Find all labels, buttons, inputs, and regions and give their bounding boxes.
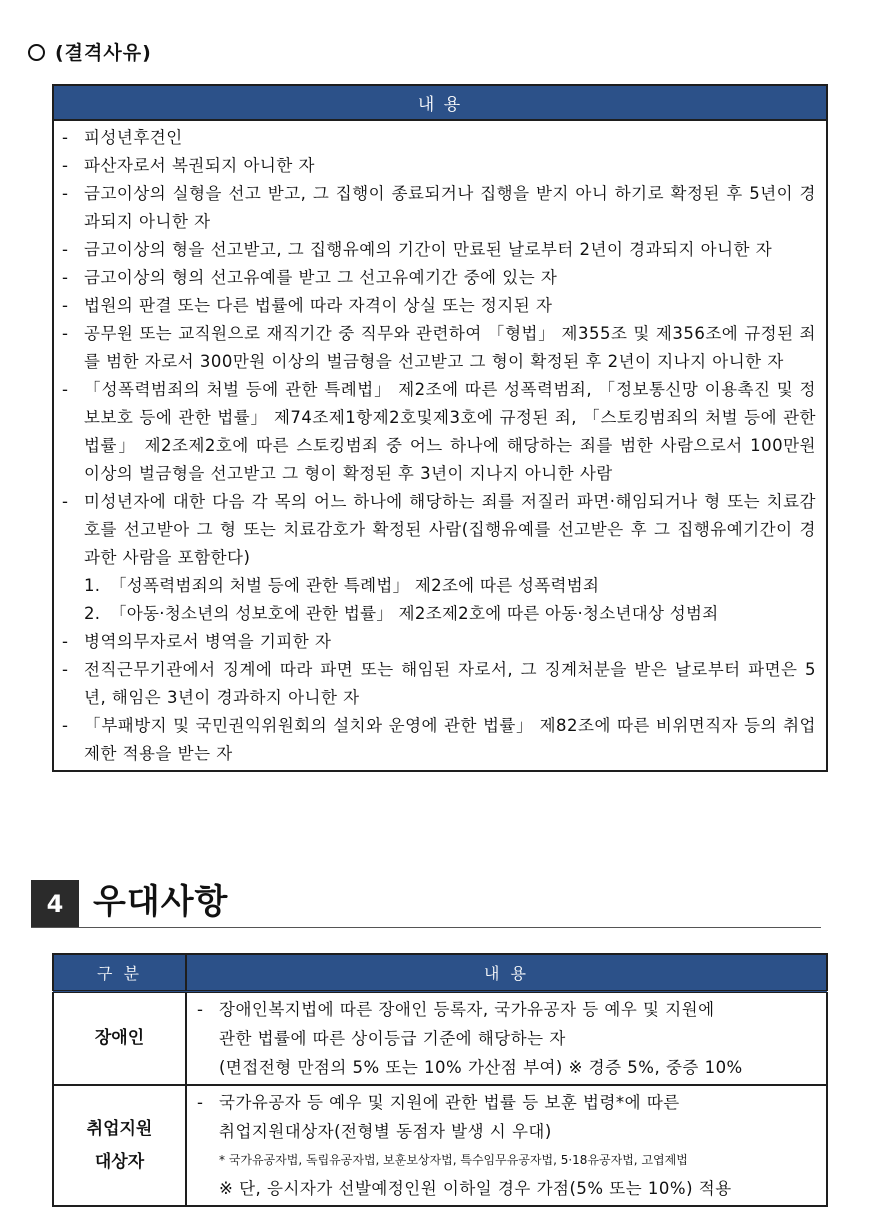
table-header-category: 구 분 — [53, 954, 186, 992]
circle-bullet-icon — [28, 44, 45, 61]
row-category: 장애인 — [53, 992, 186, 1086]
table-header-content: 내 용 — [186, 954, 827, 992]
list-item: - 피성년후견인 — [62, 128, 183, 147]
section-title: 우대사항 — [93, 882, 229, 922]
section-heading-text: (결격사유) — [55, 42, 152, 64]
list-item: - 공무원 또는 교직원으로 재직기간 중 직무와 관련하여 「형법」 제355조 및 제356조에 규정된 죄를 범한 자로서 300만원 이상의 벌금형을 선고받고 그 형이 확정된 후 2년이 지나지 아니한 자 — [62, 324, 816, 371]
row-category: 취업지원 대상자 — [53, 1085, 186, 1206]
row-content: - 장애인복지법에 따른 장애인 등록자, 국가유공자 등 예우 및 지원에 관한 법률에 따른 상이등급 기준에 해당하는 자 (면접전형 만점의 5% 또는 10% 가산점 부여) ※ 경증 5%, 중증 10% — [186, 992, 827, 1086]
disqualification-list — [53, 120, 827, 771]
footnote: * 국가유공자법, 독립유공자법, 보훈보상자법, 특수임무유공자법, 5·18유공자법, 고엽제법 — [219, 1153, 688, 1167]
row-content: - 국가유공자 등 예우 및 지원에 관한 법률 등 보훈 법령*에 따른 취업지원대상자(전형별 동점자 발생 시 우대) * 국가유공자법, 독립유공자법, 보훈보상자법, 특수임무유공자법, 5·18유공자법, 고엽제법 ※ 단, 응시자가 선발예정인원 이하일 경우 가점(5% 또는 10%) 적용 — [186, 1085, 827, 1206]
sub-list-item: 2. 「아동·청소년의 성보호에 관한 법률」 제2조제2호에 따른 아동·청소년대상 성범죄 — [84, 604, 719, 623]
table-header-content: 내 용 — [53, 85, 827, 120]
note: ※ 단, 응시자가 선발예정인원 이하일 경우 가점(5% 또는 10%) 적용 — [219, 1179, 732, 1198]
table-row — [53, 1085, 827, 1206]
preference-table — [52, 953, 828, 1207]
list-item: - 「성폭력범죄의 처벌 등에 관한 특례법」 제2조에 따른 성폭력범죄, 「정보통신망 이용촉진 및 정보보호 등에 관한 법률」 제74조제1항제2호및제3호에 규정된 죄, 「스토킹범죄의 처벌 등에 관한 법률」 제2조제2호에 따른 스토킹범죄 중 어느 하나에 해당하는 죄를 범한 사람으로서 100만원 이상의 벌금형을 선고받고 그 형이 확정된 후 3년이 지나지 아니한 사람 — [62, 380, 816, 483]
list-item: - 전직근무기관에서 징계에 따라 파면 또는 해임된 자로서, 그 징계처분을 받은 날로부터 파면은 5년, 해임은 3년이 경과하지 아니한 자 — [62, 660, 816, 707]
list-item: - 「부패방지 및 국민권익위원회의 설치와 운영에 관한 법률」 제82조에 따른 비위면직자 등의 취업제한 적용을 받는 자 — [62, 716, 816, 763]
section-4-header — [31, 876, 821, 928]
sub-list-item: 1. 「성폭력범죄의 처벌 등에 관한 특례법」 제2조에 따른 성폭력범죄 — [84, 576, 600, 595]
list-item: - 금고이상의 형을 선고받고, 그 집행유예의 기간이 만료된 날로부터 2년이 경과되지 아니한 자 — [62, 240, 773, 259]
list-item: - 금고이상의 실형을 선고 받고, 그 집행이 종료되거나 집행을 받지 아니 하기로 확정된 후 5년이 경과되지 아니한 자 — [62, 184, 816, 231]
section-number-badge: 4 — [31, 880, 79, 928]
section-heading-disqualification — [28, 38, 152, 65]
table-row — [53, 992, 827, 1086]
list-item: - 법원의 판결 또는 다른 법률에 따라 자격이 상실 또는 정지된 자 — [62, 296, 553, 315]
list-item: - 금고이상의 형의 선고유예를 받고 그 선고유예기간 중에 있는 자 — [62, 268, 558, 287]
section-divider — [31, 927, 821, 928]
list-item: - 미성년자에 대한 다음 각 목의 어느 하나에 해당하는 죄를 저질러 파면·해임되거나 형 또는 치료감호를 선고받아 그 형 또는 치료감호가 확정된 사람(집행유예를 선고받은 후 그 집행유예기간이 경과한 사람을 포함한다) — [62, 492, 816, 567]
list-item: - 병역의무자로서 병역을 기피한 자 — [62, 632, 332, 651]
list-item: - 파산자로서 복권되지 아니한 자 — [62, 156, 315, 175]
disqualification-table — [52, 84, 828, 772]
